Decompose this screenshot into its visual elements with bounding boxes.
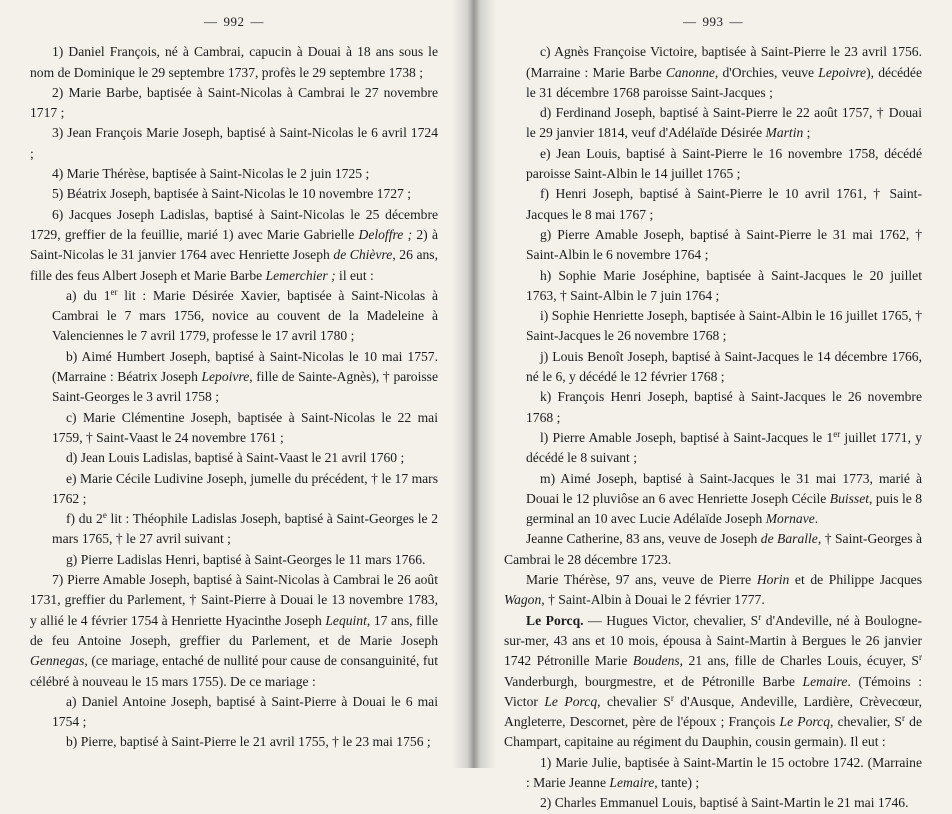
superscript: r	[919, 652, 922, 663]
surname-italic: Canonne	[665, 64, 715, 80]
surname-italic: Buisset	[829, 490, 870, 506]
surname-italic: Le Porcq	[544, 693, 598, 709]
entry-paragraph	[30, 164, 438, 184]
entry-subitem	[30, 408, 438, 449]
superscript: r	[902, 713, 905, 724]
superscript: r	[758, 611, 762, 622]
surname-italic: Lemaire	[802, 673, 848, 689]
surname-italic: Lequint	[325, 612, 367, 628]
entry-subitem	[30, 347, 438, 408]
text-run: , (ce mariage, entaché de nullité pour cause de consanguinité, fut célébré à nouveau le 15 mars 1755). De ce mariage :	[30, 653, 438, 689]
surname-italic: Horin	[756, 572, 790, 588]
superscript: er	[833, 428, 841, 439]
text-run: e) Marie Cécile Ludivine Joseph, jumelle du précédent, † le 17 mars 1762 ;	[52, 470, 438, 506]
text-run: 4) Marie Thérèse, baptisée à Saint-Nicolas le 2 juin 1725 ;	[52, 166, 370, 182]
entry-subitem	[504, 428, 922, 469]
text-run: b) Aimé Humbert Joseph, baptisé à Saint-Nicolas le 10 mai 1757. (Marraine : Béatrix Joseph	[52, 348, 438, 385]
entry-subitem	[504, 469, 922, 530]
text-run: b) Pierre, baptisé à Saint-Pierre le 21 avril 1755, † le 23 mai 1756 ;	[66, 734, 431, 750]
text-run: lit : Marie Désirée Xavier, baptisée à Saint-Nicolas à Cambrai le 7 mars 1756, novice au couvent de la Madeleine à Valenciennes le 7 avril 1779, professe le 17 avril 1780 ;	[52, 287, 439, 344]
text-run: e) Jean Louis, baptisé à Saint-Pierre le 16 novembre 1758, décédé paroisse Saint-Albin le 14 juillet 1765 ;	[526, 145, 922, 182]
text-run: 2) Marie Barbe, baptisée à Saint-Nicolas à Cambrai le 27 novembre 1717 ;	[30, 84, 438, 121]
surname-italic: Lepoivre	[818, 64, 867, 80]
entry-subitem	[504, 42, 922, 103]
entry-paragraph	[30, 42, 438, 83]
text-run: juillet 1771, y décédé le 8 suivant ;	[526, 429, 922, 466]
surname-italic: Boudens	[632, 653, 680, 669]
surname-italic: Gennegas	[30, 653, 85, 669]
page-number-left: — 992 —	[204, 14, 264, 29]
text-run: c) Marie Clémentine Joseph, baptisée à Saint-Nicolas le 22 mai 1759, † Saint-Vaast le 24 novembre 1761 ;	[52, 409, 438, 445]
entry-subitem	[504, 347, 922, 388]
text-run: d'Andeville, né à Boulogne-sur-mer, 43 ans et 10 mois, épousa à Saint-Martin à Bergues le 26 janvier 1742 Pétronille Marie	[504, 612, 922, 669]
text-run: 1) Daniel François, né à Cambrai, capucin à Douai à 18 ans sous le nom de Dominique le 29 septembre 1737, profès le 29 septembre 1738 ;	[30, 44, 438, 80]
text-run: ), décédée le 31 décembre 1768 paroisse Saint-Jacques ;	[526, 64, 922, 100]
surname-italic: Lepoivre	[201, 369, 250, 385]
entry-paragraph	[30, 83, 438, 124]
entry-subitem	[504, 103, 922, 144]
text-run: et de Philippe Jacques	[789, 572, 922, 588]
entry-paragraph	[30, 205, 438, 286]
text-run: , 21 ans, fille de Charles Louis, écuyer, S	[679, 653, 919, 669]
text-run: 7) Pierre Amable Joseph, baptisé à Saint-Nicolas à Cambrai le 26 août 1731, greffier du Parlement, † Saint-Pierre à Douai le 13 novembre 1783, y allié le 4 février 1754 à Henriette Hyacinthe Joseph	[30, 572, 438, 628]
text-run: 2) Charles Emmanuel Louis, baptisé à Saint-Martin le 21 mai 1746.	[540, 795, 909, 811]
entry-paragraph	[504, 611, 922, 753]
text-run: lit : Théophile Ladislas Joseph, baptisé à Saint-Georges le 2 mars 1765, † le 27 avril suivant ;	[52, 511, 438, 547]
text-run: 5) Béatrix Joseph, baptisée à Saint-Nicolas le 10 novembre 1727 ;	[52, 186, 412, 202]
surname-italic: Martin	[765, 125, 804, 141]
entry-subitem	[30, 732, 438, 752]
text-run: h) Sophie Marie Joséphine, baptisée à Saint-Jacques le 20 juillet 1763, † Saint-Albin le 7 juin 1764 ;	[526, 267, 922, 303]
text-run: l) Pierre Amable Joseph, baptisé à Saint-Jacques le 1	[540, 429, 834, 445]
entry-paragraph	[30, 123, 438, 164]
text-run: , 26 ans, fille des feus Albert Joseph et Marie Barbe	[30, 247, 438, 283]
text-run: d'Ausque, Andeville, Lardière, Crèvecœur, Angleterre, Descornet, père de l'époux ; François	[504, 693, 922, 730]
entry-subitem	[30, 286, 438, 347]
text-run: 6) Jacques Joseph Ladislas, baptisé à Saint-Nicolas le 25 décembre 1729, greffier de la feuillie, marié 1) avec Marie Gabrielle	[30, 206, 438, 242]
text-run: c) Agnès Françoise Victoire, baptisée à Saint-Pierre le 23 avril 1756. (Marraine : Marie Barbe	[526, 44, 922, 80]
text-run: , d'Orchies, veuve	[714, 64, 819, 80]
text-run: d) Ferdinand Joseph, baptisé à Saint-Pierre le 22 août 1757, † Douai le 29 janvier 1814, veuf d'Adélaïde Désirée	[526, 105, 922, 141]
surname-italic: Mornave	[765, 511, 815, 527]
entry-paragraph	[30, 184, 438, 204]
entry-subitem	[504, 387, 922, 428]
text-run: Jeanne Catherine, 83 ans, veuve de Joseph	[526, 531, 761, 547]
text-run: d) Jean Louis Ladislas, baptisé à Saint-Vaast le 21 avril 1760 ;	[66, 450, 405, 466]
surname-italic: Lemerchier ;	[265, 267, 336, 283]
entry-subitem	[504, 225, 922, 266]
superscript: r	[670, 692, 674, 703]
text-run: de Champart, capitaine au régiment du Dauphin, cousin germain). Il eut :	[504, 714, 923, 750]
text-run: , † Saint-Georges à Cambrai le 28 décembre 1723.	[504, 531, 922, 567]
entry-subitem	[504, 753, 922, 794]
entry-subitem	[504, 793, 922, 813]
left-page	[0, 0, 476, 768]
entry-subitem	[504, 266, 922, 307]
text-run: , chevalier S	[597, 693, 671, 709]
text-run: i) Sophie Henriette Joseph, baptisée à Saint-Albin le 16 juillet 1765, † Saint-Jacques le 26 novembre 1768 ;	[526, 308, 922, 344]
text-run: , puis le 8 germinal an 10 avec Lucie Adélaïde Joseph	[526, 490, 922, 527]
surname-italic: Deloffre ;	[358, 226, 413, 242]
text-run: 1) Marie Julie, baptisée à Saint-Martin le 15 octobre 1742. (Marraine : Marie Jeanne	[526, 754, 922, 790]
surname-italic: Lemaire	[609, 774, 655, 790]
text-run: k) François Henri Joseph, baptisé à Saint-Jacques le 26 novembre 1768 ;	[526, 389, 922, 425]
text-run: , 17 ans, fille de feu Antoine Joseph, greffier du Parlement, et de Marie Joseph	[30, 612, 438, 648]
entry-subitem	[30, 692, 438, 733]
text-run: , chevalier, S	[830, 714, 902, 730]
entry-subitem	[30, 448, 438, 468]
surname-italic: de Chièvre	[333, 247, 393, 263]
text-run: ;	[803, 125, 811, 141]
text-run: 2) à Saint-Nicolas le 31 janvier 1764 avec Henriette Joseph	[30, 226, 438, 263]
text-run: f) Henri Joseph, baptisé à Saint-Pierre le 10 avril 1761, † Saint-Jacques le 8 mai 1767 ;	[526, 186, 922, 222]
text-run: . (Témoins : Victor	[504, 673, 923, 709]
text-run: 3) Jean François Marie Joseph, baptisé à Saint-Nicolas le 6 avril 1724 ;	[30, 125, 438, 161]
text-run: Vanderburgh, bourgmestre, et de Pétronille Barbe	[504, 673, 803, 689]
entry-subitem	[504, 184, 922, 225]
text-run: a) du 1	[66, 287, 111, 303]
entry-subitem	[504, 144, 922, 185]
text-run: il eut :	[335, 267, 374, 283]
entry-subitem	[504, 306, 922, 347]
text-run: f) du 2	[66, 511, 103, 527]
text-run: .	[814, 511, 819, 527]
text-run: Marie Thérèse, 97 ans, veuve de Pierre	[526, 572, 757, 588]
entry-paragraph	[504, 570, 922, 611]
text-run: , tante) ;	[654, 774, 700, 790]
entry-subitem	[30, 550, 438, 570]
right-page	[476, 0, 952, 811]
text-run: g) Pierre Amable Joseph, baptisé à Saint-Pierre le 31 mai 1762, † Saint-Albin le 6 novembre 1764 ;	[526, 226, 922, 263]
text-run: , fille de Sainte-Agnès), † paroisse Saint-Georges le 3 avril 1758 ;	[52, 369, 438, 405]
text-run: — Hugues Victor, chevalier, S	[583, 612, 759, 628]
superscript: e	[102, 510, 107, 521]
surname-italic: de Baralle	[760, 531, 818, 547]
text-run: j) Louis Benoît Joseph, baptisé à Saint-Jacques le 14 décembre 1766, né le 6, y décédé le 12 février 1768 ;	[526, 348, 922, 385]
right-page-body	[504, 42, 922, 813]
page-number-right: — 993 —	[683, 14, 743, 29]
text-run: , † Saint-Albin à Douai le 2 février 1777.	[541, 592, 765, 608]
surname-italic: Wagon	[504, 592, 542, 608]
superscript: er	[110, 286, 118, 297]
text-run: m) Aimé Joseph, baptisé à Saint-Jacques le 31 mai 1773, marié à Douai le 12 pluviôse an 6 avec Henriette Joseph Cécile	[526, 470, 922, 506]
text-run: g) Pierre Ladislas Henri, baptisé à Saint-Georges le 11 mars 1766.	[66, 551, 426, 567]
surname-italic: Le Porcq	[779, 714, 831, 730]
entry-paragraph	[30, 570, 438, 692]
family-name-heading: Le Porcq.	[526, 612, 584, 628]
text-run: a) Daniel Antoine Joseph, baptisé à Saint-Pierre à Douai le 6 mai 1754 ;	[52, 693, 438, 730]
left-page-body	[30, 42, 438, 752]
entry-paragraph	[504, 529, 922, 570]
entry-subitem	[30, 509, 438, 550]
entry-subitem	[30, 469, 438, 510]
